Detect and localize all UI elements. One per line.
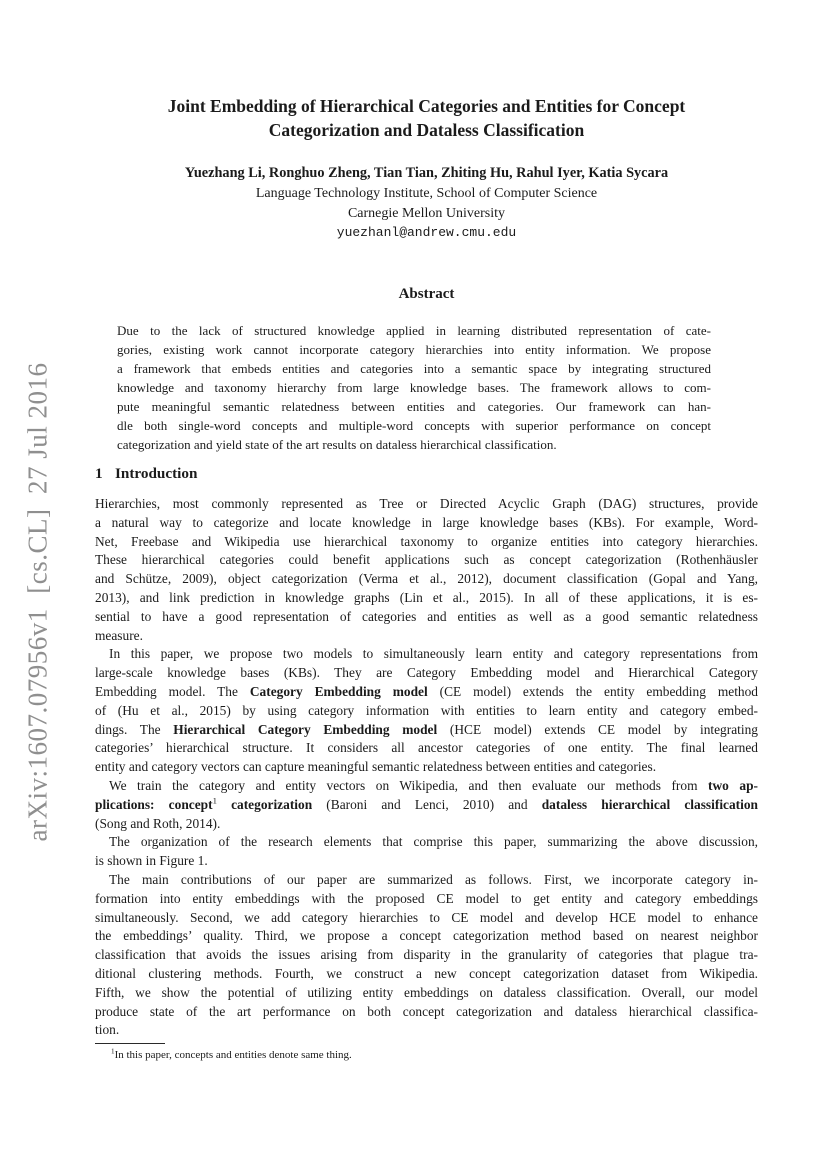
text-line <box>95 495 758 514</box>
text-segment: the embeddings’ quality. Third, we propose a concept categorization method based on nearest neighbor <box>95 928 758 944</box>
paper-content <box>95 0 758 1169</box>
paragraph <box>95 833 758 871</box>
title-line-2: Categorization and Dataless Classification <box>268 119 585 140</box>
text-line <box>117 435 711 454</box>
authors-line: Yuezhang Li, Ronghuo Zheng, Tian Tian, Zhiting Hu, Rahul Iyer, Katia Sycara <box>184 165 669 181</box>
text-segment: large-scale knowledge bases (KBs). They are Category Embedding model and Hierarchical Category <box>95 665 758 681</box>
text-line <box>95 683 758 702</box>
text-segment: gories, existing work cannot incorporate category hierarchies into entity information. We propose <box>117 342 711 357</box>
introduction-body <box>95 495 758 1040</box>
affiliation-line-2: Carnegie Mellon University <box>347 206 506 221</box>
text-line <box>95 871 758 890</box>
text-line <box>95 927 758 946</box>
text-segment: We train the category and entity vectors on Wikipedia, and then evaluate our methods from <box>109 777 709 793</box>
affiliation-line-1: Language Technology Institute, School of Computer Science <box>255 186 598 201</box>
text-line <box>95 608 758 627</box>
text-segment: Embedding model. The <box>95 683 250 699</box>
text-line <box>117 340 711 359</box>
text-line <box>95 946 758 965</box>
text-segment: The main contributions of our paper are summarized as follows. First, we incorporate category in- <box>109 871 758 887</box>
text-segment: tion. <box>95 1022 120 1038</box>
text-segment: In this paper, we propose two models to simultaneously learn entity and category representations from <box>109 646 758 662</box>
text-segment: The organization of the research elements that comprise this paper, summarizing the above discussion, <box>109 834 758 850</box>
text-segment: (Song and Roth, 2014). <box>95 815 221 831</box>
text-line <box>95 570 758 589</box>
text-line <box>95 965 758 984</box>
text-segment: dle both single-word concepts and multiple-word concepts with superior performance on concept <box>117 418 711 433</box>
text-line <box>95 645 758 664</box>
footnote-rule <box>95 1043 165 1044</box>
superscript: 1 <box>111 1047 115 1056</box>
text-segment: Due to the lack of structured knowledge applied in learning distributed representation of cate- <box>117 323 711 338</box>
section-title: Introduction <box>115 465 198 482</box>
text-segment: a framework that embeds entities and categories into a semantic space by integrating structured <box>117 361 711 376</box>
text-segment: Fifth, we show the potential of utilizing entity embeddings on dataless classification. Overall, our model <box>95 984 758 1000</box>
text-line <box>95 796 758 815</box>
text-line <box>117 321 711 340</box>
text-segment: simultaneously. Second, we add category hierarchies to CE model and develop HCE model to enhance <box>95 909 758 925</box>
email-address: yuezhanl@andrew.cmu.edu <box>336 225 517 240</box>
section-heading-introduction <box>95 465 758 483</box>
title-line-1: Joint Embedding of Hierarchical Categories and Entities for Concept <box>167 96 686 116</box>
text-segment: (Baroni and Lenci, 2010) and <box>312 796 542 812</box>
abstract-body <box>117 321 711 454</box>
text-segment: sential to have a good representation of categories and entities as well as a good semantic relatedness <box>95 608 758 624</box>
text-line <box>95 664 758 683</box>
text-line <box>95 984 758 1003</box>
text-line <box>95 890 758 909</box>
text-segment: entity and category vectors can capture meaningful semantic relatedness between entities and categories. <box>95 759 657 775</box>
text-segment: formation into entity embeddings with the proposed CE model to get entity and category embeddings <box>95 890 758 906</box>
text-segment: plications: concept <box>95 796 213 812</box>
text-segment: categorization <box>216 796 313 812</box>
text-line <box>95 702 758 721</box>
text-segment: (HCE model) extends CE model by integrating <box>437 721 758 737</box>
text-line <box>95 1021 758 1040</box>
arxiv-watermark: arXiv:1607.07956v1 [cs.CL] 27 Jul 2016 <box>22 362 53 842</box>
text-line <box>95 739 758 758</box>
text-segment: pute meaningful semantic relatedness between entities and categories. Our framework can han- <box>117 399 711 414</box>
text-segment: categories’ hierarchical structure. It considers all ancestor categories of one entity. The final learned <box>95 740 758 756</box>
text-segment: measure. <box>95 627 143 643</box>
paragraph <box>95 645 758 777</box>
text-segment: produce state of the art performance on both concept categorization and dataless hierarchical classifica- <box>95 1003 758 1019</box>
text-segment: dings. The <box>95 721 174 737</box>
text-segment: is shown in Figure 1. <box>95 853 208 869</box>
text-line <box>117 416 711 435</box>
footnote <box>95 1048 758 1062</box>
paper-title <box>95 95 758 142</box>
text-line <box>95 758 758 777</box>
text-segment: two ap- <box>708 777 758 793</box>
text-segment: 2013), and link prediction in knowledge graphs (Lin et al., 2015). In all of these applications, it is es- <box>95 589 758 605</box>
text-line <box>95 533 758 552</box>
paragraph <box>95 495 758 645</box>
text-line <box>95 852 758 871</box>
text-line <box>117 359 711 378</box>
text-segment: of (Hu et al., 2015) by using category information with entities to learn entity and category embed- <box>95 702 758 718</box>
text-segment: dataless hierarchical classification <box>541 796 758 812</box>
text-segment: classification that avoids the issues arising from disparity in the granularity of categories that plague tra- <box>95 947 758 963</box>
text-segment: Net, Freebase and Wikipedia use hierarchical taxonomy to organize entities into category hierarchies. <box>95 533 758 549</box>
text-line <box>95 1003 758 1022</box>
text-segment: Hierarchies, most commonly represented as Tree or Directed Acyclic Graph (DAG) structures, provide <box>95 496 758 511</box>
text-line <box>95 909 758 928</box>
text-segment: and Schütze, 2009), object categorization (Verma et al., 2012), document classification (Gopal and Yang, <box>95 571 758 587</box>
text-segment: knowledge and taxonomy hierarchy from large knowledge bases. The framework allows to com- <box>117 380 711 395</box>
text-line <box>95 1048 758 1062</box>
text-line <box>95 777 758 796</box>
text-line <box>95 833 758 852</box>
text-segment: categorization and yield state of the art results on dataless hierarchical classification. <box>117 437 557 452</box>
text-line <box>95 514 758 533</box>
text-segment: Hierarchical Category Embedding model <box>173 721 438 737</box>
paragraph <box>95 871 758 1040</box>
abstract-heading: Abstract <box>398 286 455 302</box>
text-segment: In this paper, concepts and entities denote same thing. <box>114 1049 352 1061</box>
text-segment: (CE model) extends the entity embedding method <box>427 683 758 699</box>
section-number: 1 <box>95 465 103 482</box>
text-line <box>95 815 758 834</box>
text-line <box>117 378 711 397</box>
text-segment: Category Embedding model <box>249 683 428 699</box>
text-line <box>117 397 711 416</box>
text-line <box>95 551 758 570</box>
text-line <box>95 589 758 608</box>
text-segment: a natural way to categorize and locate knowledge in large knowledge bases (KBs). For example, Word- <box>95 514 758 530</box>
text-segment: ditional clustering methods. Fourth, we construct a new concept categorization dataset from Wikipedia. <box>95 965 758 981</box>
superscript: 1 <box>212 795 217 806</box>
text-line <box>95 721 758 740</box>
text-line <box>95 627 758 646</box>
text-segment: These hierarchical categories could benefit applications such as concept categorization (Rothenhäusler <box>95 552 758 568</box>
paragraph <box>95 777 758 833</box>
